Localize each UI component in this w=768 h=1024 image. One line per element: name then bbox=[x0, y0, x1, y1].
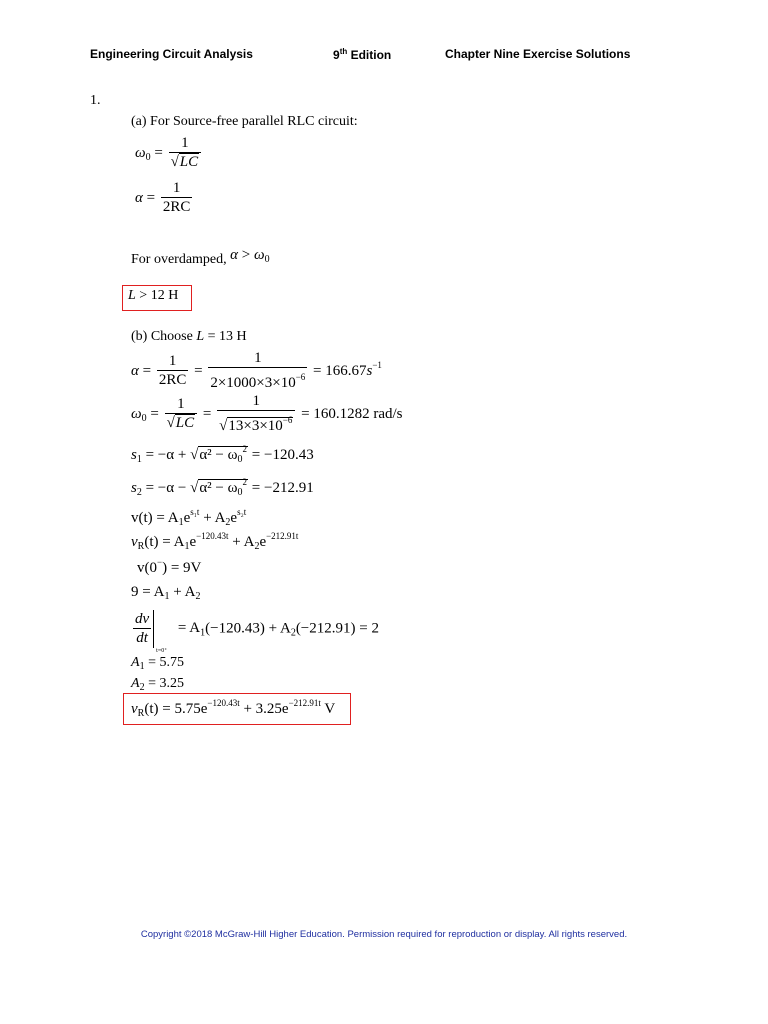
part-a-label: (a) For Source-free parallel RLC circuit: bbox=[131, 114, 358, 129]
A1-value: $A_1 = 5.75$ bbox=[131, 655, 184, 672]
part-b-label: (b) Choose L = 13 H bbox=[131, 329, 247, 344]
s1-equation: $s_1 = -\alpha + √\alpha^2 - \omega_0^2 = -120.43$ bbox=[131, 444, 314, 465]
header-edition: 9th Edition bbox=[333, 47, 392, 62]
alpha-calc: α = $\frac{1}{2RC}$ = $\frac{1}{2\times 1000\times 3\times 10^{-6}}$ = $166.67s^{-1}$ bbox=[131, 350, 382, 391]
copyright-footer: Copyright ©2018 McGraw-Hill Higher Education. Permission required for reproduction or display. All rights reserved. bbox=[140, 929, 628, 940]
s2-equation: $s_2 = -\alpha - √\alpha^2 - \omega_0^2 = -212.91$ bbox=[131, 477, 314, 498]
alpha-equation: α = $\frac{1}{2RC}$ bbox=[135, 180, 191, 215]
vr-equation: $v_R(t) = A_1e^{-120.43t} + A_2e^{-212.91t}$ bbox=[131, 531, 299, 552]
v-general-equation: $v(t) = A_1e^{s_1t} + A_2e^{s_2t}$ bbox=[131, 507, 247, 528]
overdamped-text: For overdamped, $\alpha > \omega_0$ bbox=[131, 247, 270, 267]
omega0-calc: $\omega_0$ = $\frac{1}{√LC}$ = $\frac{1}{√13\times 3\times 10^{-6}}$ = 160.1282 rad/s bbox=[131, 393, 403, 434]
final-answer: $v_R(t) = 5.75e^{-120.43t} + 3.25e^{-212.91t}$ V bbox=[131, 698, 336, 719]
header-chapter: Chapter Nine Exercise Solutions bbox=[445, 47, 631, 61]
header-title: Engineering Circuit Analysis bbox=[90, 47, 253, 61]
A2-value: $A_2 = 3.25$ bbox=[131, 676, 184, 693]
omega0-equation: $\omega_0$ = $\frac{1}{√LC}$ bbox=[135, 135, 203, 172]
answer-a: L > 12 H bbox=[128, 288, 179, 303]
initial-condition: v(0−) = 9V bbox=[137, 557, 202, 576]
nine-equation: $9 = A_1 + A_2$ bbox=[131, 584, 201, 602]
problem-number: 1. bbox=[90, 93, 101, 108]
derivative-equation: $\frac{dv}{dt}$ t=0⁺ = $A_1(-120.43) + A_2(-212.91) = 2$ bbox=[135, 610, 379, 654]
